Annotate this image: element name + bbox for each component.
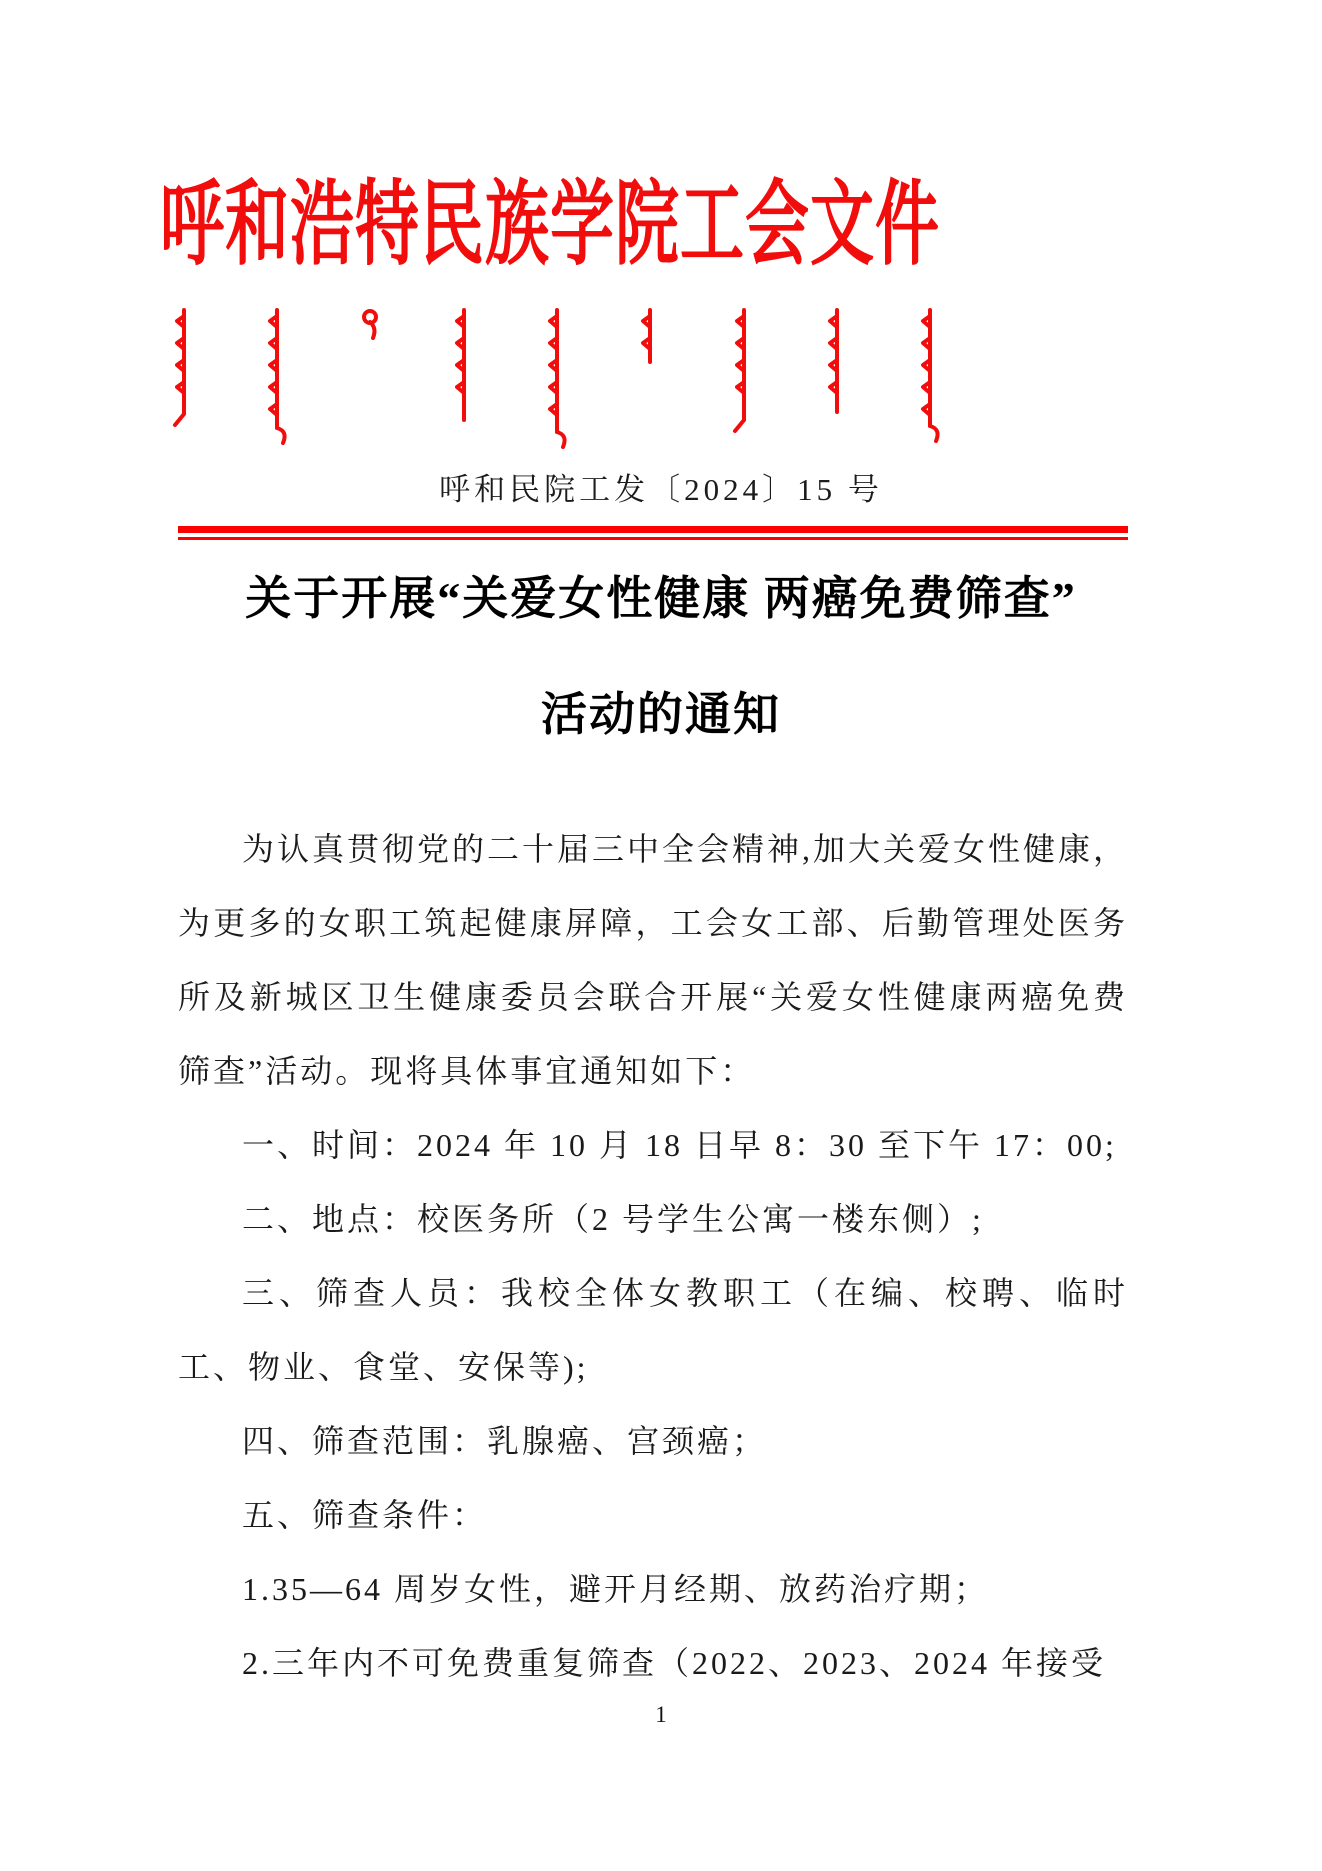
doc-number: 呼和民院工发〔2024〕15 号: [439, 472, 883, 507]
mongolian-glyph-column: [638, 308, 664, 380]
mongolian-glyph-column: [359, 308, 385, 360]
mongolian-glyph-column: [545, 308, 571, 450]
mongolian-glyph-column: [265, 308, 291, 446]
org-title: 呼和浩特民族学院工会文件: [160, 173, 940, 277]
body-paragraph: 一、时间：2024 年 10 月 18 日早 8：30 至下午 17：00;: [242, 1127, 1117, 1163]
body-paragraph: 2.三年内不可免费重复筛查（2022、2023、2024 年接受: [242, 1645, 1107, 1681]
body-paragraph: 为认真贯彻党的二十届三中全会精神,加大关爱女性健康，为更多的女职工筑起健康屏障，工会女工部、后勤管理处医务所及新城区卫生健康委员会联合开展“关爱女性健康两癌免费筛查”活动。现将具体事宜通知如下：: [178, 831, 1129, 1089]
mongolian-script-icon: [172, 308, 944, 450]
notice-body: [178, 812, 1128, 1700]
mongolian-glyph-column: [172, 308, 198, 432]
mongolian-glyph-column: [452, 308, 478, 438]
body-paragraph: 五、筛查条件：: [242, 1497, 488, 1533]
body-paragraph: 四、筛查范围：乳腺癌、宫颈癌；: [242, 1423, 768, 1459]
page-number: 1: [655, 1702, 667, 1727]
body-paragraph: 二、地点：校医务所（2 号学生公寓一楼东侧）;: [242, 1201, 984, 1237]
notice-title-line1: 关于开展“关爱女性健康 两癌免费筛查”: [245, 573, 1077, 624]
notice-title-line2: 活动的通知: [541, 689, 781, 740]
body-paragraph: 三、筛查人员：我校全体女教职工（在编、校聘、临时工、物业、食堂、安保等);: [178, 1275, 1128, 1385]
red-separator-rule-thick: [178, 526, 1128, 533]
mongolian-glyph-column: [825, 308, 851, 430]
body-paragraph: 1.35—64 周岁女性，避开月经期、放药治疗期；: [242, 1571, 990, 1607]
red-separator-rule-thin: [178, 537, 1128, 540]
mongolian-glyph-column: [732, 308, 758, 438]
mongolian-glyph-column: [918, 308, 944, 444]
